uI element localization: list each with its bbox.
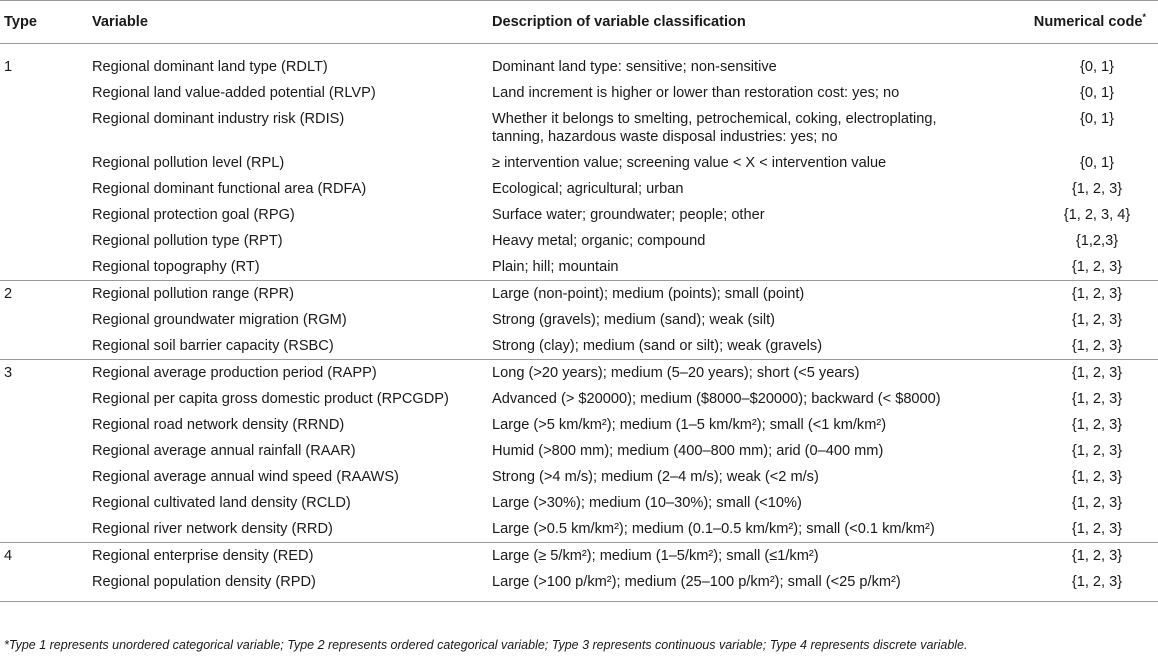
header-description: Description of variable classification	[492, 14, 746, 30]
cell-type: 1	[4, 59, 13, 75]
cell-type	[0, 254, 92, 281]
cell-variable: Regional protection goal (RPG)	[92, 207, 295, 223]
header-code-footnote-mark: *	[1142, 12, 1146, 23]
table-row	[0, 360, 1158, 387]
cell-variable: Regional groundwater migration (RGM)	[92, 312, 347, 328]
cell-description: Advanced (> $20000); medium ($8000–$20000); backward (< $8000)	[492, 391, 941, 407]
cell-description: Heavy metal; organic; compound	[492, 233, 706, 249]
cell-numerical-code: {1, 2, 3, 4}	[1063, 207, 1131, 223]
cell-variable: Regional average annual wind speed (RAAWS)	[92, 469, 399, 485]
cell-type	[0, 176, 92, 202]
table-row	[0, 490, 1158, 516]
table-row	[0, 307, 1158, 333]
cell-numerical-code: {0, 1}	[1079, 85, 1115, 101]
header-code-label: Numerical code	[1033, 14, 1143, 30]
cell-variable: Regional river network density (RRD)	[92, 521, 333, 537]
cell-description: Large (non-point); medium (points); small (point)	[492, 286, 805, 302]
cell-type	[0, 569, 92, 602]
cell-numerical-code: {1, 2, 3}	[1071, 365, 1123, 381]
table-row	[0, 228, 1158, 254]
table-row	[0, 281, 1158, 308]
table-row	[0, 254, 1158, 281]
cell-variable: Regional pollution type (RPT)	[92, 233, 283, 249]
cell-type	[0, 228, 92, 254]
table-header	[0, 1, 1158, 44]
cell-numerical-code: {0, 1}	[1079, 155, 1115, 171]
table-row	[0, 569, 1158, 602]
cell-numerical-code: {1, 2, 3}	[1071, 521, 1123, 537]
table-row	[0, 412, 1158, 438]
cell-variable: Regional land value-added potential (RLVP)	[92, 85, 376, 101]
table-row	[0, 106, 1158, 150]
cell-variable: Regional average production period (RAPP)	[92, 365, 377, 381]
cell-description: ≥ intervention value; screening value < X < intervention value	[492, 155, 887, 171]
cell-type	[0, 386, 92, 412]
cell-numerical-code: {1, 2, 3}	[1071, 338, 1123, 354]
cell-description: Large (>0.5 km/km²); medium (0.1–0.5 km/km²); small (<0.1 km/km²)	[492, 521, 935, 537]
cell-numerical-code: {1, 2, 3}	[1071, 469, 1123, 485]
header-type: Type	[4, 14, 37, 30]
table-row	[0, 150, 1158, 176]
cell-type	[0, 438, 92, 464]
cell-numerical-code: {0, 1}	[1079, 59, 1115, 75]
cell-variable: Regional dominant industry risk (RDIS)	[92, 111, 345, 127]
cell-type	[0, 516, 92, 543]
header-numerical-code	[986, 1, 1158, 44]
cell-type	[0, 307, 92, 333]
table-row	[0, 176, 1158, 202]
cell-description: Strong (gravels); medium (sand); weak (silt)	[492, 312, 776, 328]
table-row	[0, 44, 1158, 81]
cell-numerical-code: {1, 2, 3}	[1071, 417, 1123, 433]
cell-description: Dominant land type: sensitive; non-sensitive	[492, 59, 777, 75]
table-row	[0, 386, 1158, 412]
cell-type	[0, 202, 92, 228]
cell-description: Whether it belongs to smelting, petrochemical, coking, electroplating, tanning, hazardous waste disposal industries: yes; no	[492, 111, 937, 145]
cell-numerical-code: {1, 2, 3}	[1071, 312, 1123, 328]
cell-variable: Regional per capita gross domestic product (RPCGDP)	[92, 391, 449, 407]
cell-numerical-code: {1, 2, 3}	[1071, 259, 1123, 275]
cell-numerical-code: {1, 2, 3}	[1071, 181, 1123, 197]
cell-description: Large (>5 km/km²); medium (1–5 km/km²); small (<1 km/km²)	[492, 417, 887, 433]
cell-numerical-code: {1, 2, 3}	[1071, 495, 1123, 511]
table-row	[0, 464, 1158, 490]
cell-description: Plain; hill; mountain	[492, 259, 619, 275]
cell-numerical-code: {1,2,3}	[1075, 233, 1119, 249]
cell-variable: Regional soil barrier capacity (RSBC)	[92, 338, 334, 354]
cell-description: Large (≥ 5/km²); medium (1–5/km²); small (≤1/km²)	[492, 548, 819, 564]
cell-type: 4	[4, 548, 13, 564]
table-row	[0, 516, 1158, 543]
cell-description: Surface water; groundwater; people; other	[492, 207, 765, 223]
cell-type: 3	[4, 365, 13, 381]
cell-type	[0, 106, 92, 150]
cell-type	[0, 80, 92, 106]
cell-variable: Regional pollution level (RPL)	[92, 155, 285, 171]
table-row	[0, 543, 1158, 570]
cell-variable: Regional population density (RPD)	[92, 574, 316, 590]
table-row	[0, 333, 1158, 360]
cell-description: Humid (>800 mm); medium (400–800 mm); arid (0–400 mm)	[492, 443, 884, 459]
cell-type	[0, 333, 92, 360]
cell-variable: Regional road network density (RRND)	[92, 417, 345, 433]
cell-variable: Regional topography (RT)	[92, 259, 260, 275]
cell-numerical-code: {1, 2, 3}	[1071, 548, 1123, 564]
cell-description: Strong (>4 m/s); medium (2–4 m/s); weak (<2 m/s)	[492, 469, 819, 485]
cell-type: 2	[4, 286, 13, 302]
table-footnote: *Type 1 represents unordered categorical variable; Type 2 represents ordered categorical variable; Type 3 represents continuous variable; Type 4 represents discrete variable.	[4, 638, 968, 652]
cell-numerical-code: {1, 2, 3}	[1071, 286, 1123, 302]
cell-numerical-code: {1, 2, 3}	[1071, 574, 1123, 590]
table-row	[0, 80, 1158, 106]
cell-numerical-code: {0, 1}	[1079, 111, 1115, 127]
cell-variable: Regional cultivated land density (RCLD)	[92, 495, 351, 511]
cell-description: Large (>30%); medium (10–30%); small (<10%)	[492, 495, 802, 511]
cell-description: Strong (clay); medium (sand or silt); weak (gravels)	[492, 338, 823, 354]
cell-type	[0, 490, 92, 516]
cell-variable: Regional dominant land type (RDLT)	[92, 59, 328, 75]
cell-variable: Regional pollution range (RPR)	[92, 286, 294, 302]
table-row	[0, 202, 1158, 228]
cell-type	[0, 150, 92, 176]
cell-variable: Regional dominant functional area (RDFA)	[92, 181, 367, 197]
cell-description: Land increment is higher or lower than restoration cost: yes; no	[492, 85, 900, 101]
cell-variable: Regional average annual rainfall (RAAR)	[92, 443, 356, 459]
header-variable: Variable	[92, 14, 148, 30]
cell-numerical-code: {1, 2, 3}	[1071, 443, 1123, 459]
cell-numerical-code: {1, 2, 3}	[1071, 391, 1123, 407]
cell-variable: Regional enterprise density (RED)	[92, 548, 314, 564]
cell-type	[0, 464, 92, 490]
table-body	[0, 44, 1158, 602]
cell-type	[0, 412, 92, 438]
cell-description: Large (>100 p/km²); medium (25–100 p/km²); small (<25 p/km²)	[492, 574, 901, 590]
cell-description: Ecological; agricultural; urban	[492, 181, 684, 197]
cell-description: Long (>20 years); medium (5–20 years); short (<5 years)	[492, 365, 860, 381]
table-row	[0, 438, 1158, 464]
header-row	[0, 1, 1158, 44]
